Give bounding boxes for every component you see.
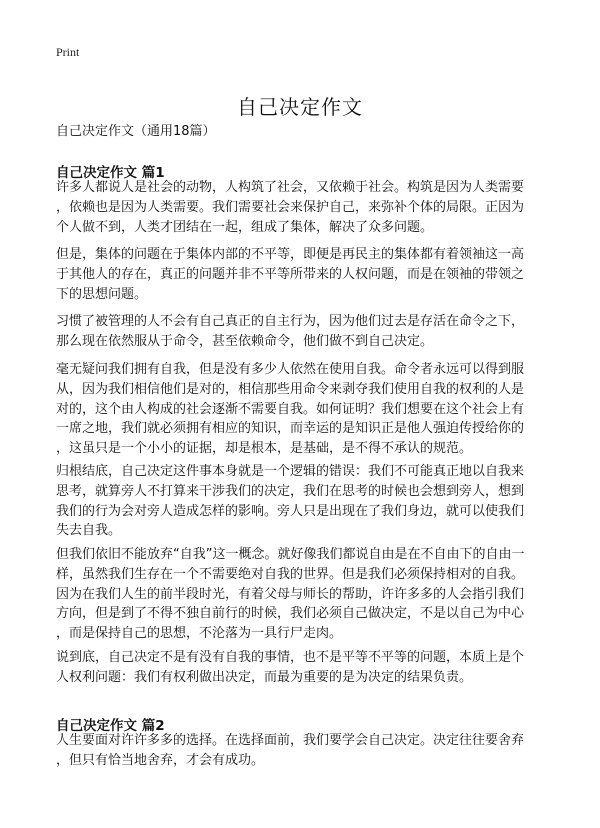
paragraph bbox=[56, 360, 548, 459]
text-line: 因为在我们人生的前半段时光，有着父母与师长的帮助，许许多多的人会指引我们 bbox=[56, 586, 525, 602]
section-heading: 自己决定作文 篇2 bbox=[56, 718, 165, 735]
text-line: 但我们依旧不能放弃“自我”这一概念。就好像我们都说自由是在不自由下的自由一 bbox=[56, 547, 525, 562]
paragraph bbox=[56, 178, 548, 237]
paragraph bbox=[56, 462, 548, 541]
paragraph bbox=[56, 245, 548, 304]
paragraph bbox=[56, 545, 548, 644]
text-line: 于其他人的存在，真正的问题并非不平等所带来的人权问题，而是在领袖的带领之 bbox=[56, 266, 525, 282]
print-link[interactable]: Print bbox=[56, 45, 80, 59]
text-line: ，而是保持自己的思想，不沦落为一具行尸走肉。 bbox=[56, 626, 343, 642]
document-subtitle: 自己决定作文（通用18篇） bbox=[56, 124, 216, 139]
text-line: 方向，但是到了不得不独自前行的时候，我们必须自己做决定，不是以自己为中心 bbox=[56, 606, 525, 622]
text-line: ，但只有恰当地舍弃，才会有成功。 bbox=[56, 752, 265, 768]
text-line: ，这虽只是一个小小的证据，却是根本，是基础，是不得不承认的规范。 bbox=[56, 441, 473, 457]
text-line: 下的思想问题。 bbox=[56, 286, 148, 302]
text-line: 一席之地，我们就必须拥有相应的知识，而幸运的是知识正是他人强迫传授给你的 bbox=[56, 421, 525, 437]
text-line: 但是，集体的问题在于集体内部的不平等，即便是再民主的集体都有着领袖这一高 bbox=[56, 247, 525, 262]
text-line: 个人做不到，人类才团结在一起，组成了集体，解决了众多问题。 bbox=[56, 219, 434, 235]
text-line: 我们的行为会对旁人造成怎样的影响。旁人只是出现在了我们身边，就可以使我们 bbox=[56, 503, 525, 519]
paragraph bbox=[56, 648, 548, 688]
section-heading: 自己决定作文 篇1 bbox=[56, 165, 165, 182]
text-line: 人生要面对许许多多的选择。在选择面前，我们要学会自己决定。决定往往要舍弃 bbox=[56, 733, 525, 748]
page-title: 自己决定作文 bbox=[237, 95, 363, 120]
text-line: 那么现在依然服从于命令，甚至依赖命令，他们做不到自己决定。 bbox=[56, 333, 434, 349]
text-line: 说到底，自己决定不是有没有自我的事情，也不是平等不平等的问题，本质上是个 bbox=[56, 650, 525, 665]
paragraph bbox=[56, 312, 548, 352]
text-line: 从，因为我们相信他们是对的，相信那些用命令来剥夺我们使用自我的权利的人是 bbox=[56, 381, 525, 397]
text-line: ，依赖也是因为人类需要。我们需要社会来保护自己，来弥补个体的局限。正因为 bbox=[56, 199, 525, 215]
text-line: 归根结底，自己决定这件事本身就是一个逻辑的错误：我们不可能真正地以自我来 bbox=[56, 464, 525, 479]
text-line: 思考，就算旁人不打算来干涉我们的决定，我们在思考的时候也会想到旁人，想到 bbox=[56, 483, 525, 499]
text-line: 毫无疑问我们拥有自我，但是没有多少人依然在使用自我。命令者永远可以得到服 bbox=[56, 362, 525, 377]
text-line: 习惯了被管理的人不会有自己真正的自主行为，因为他们过去是存活在命令之下， bbox=[56, 314, 525, 329]
text-line: 对的，这个由人构成的社会逐渐不需要自我。如何证明？我们想要在这个社会上有 bbox=[56, 401, 525, 417]
paragraph bbox=[56, 731, 548, 771]
text-line: 失去自我。 bbox=[56, 523, 122, 539]
text-line: 样，虽然我们生存在一个不需要绝对自我的世界。但是我们必须保持相对的自我。 bbox=[56, 566, 525, 582]
text-line: 许多人都说人是社会的动物，人构筑了社会，又依赖于社会。构筑是因为人类需要 bbox=[56, 180, 525, 195]
text-line: 人权利问题：我们有权利做出决定，而最为重要的是为决定的结果负责。 bbox=[56, 669, 473, 685]
